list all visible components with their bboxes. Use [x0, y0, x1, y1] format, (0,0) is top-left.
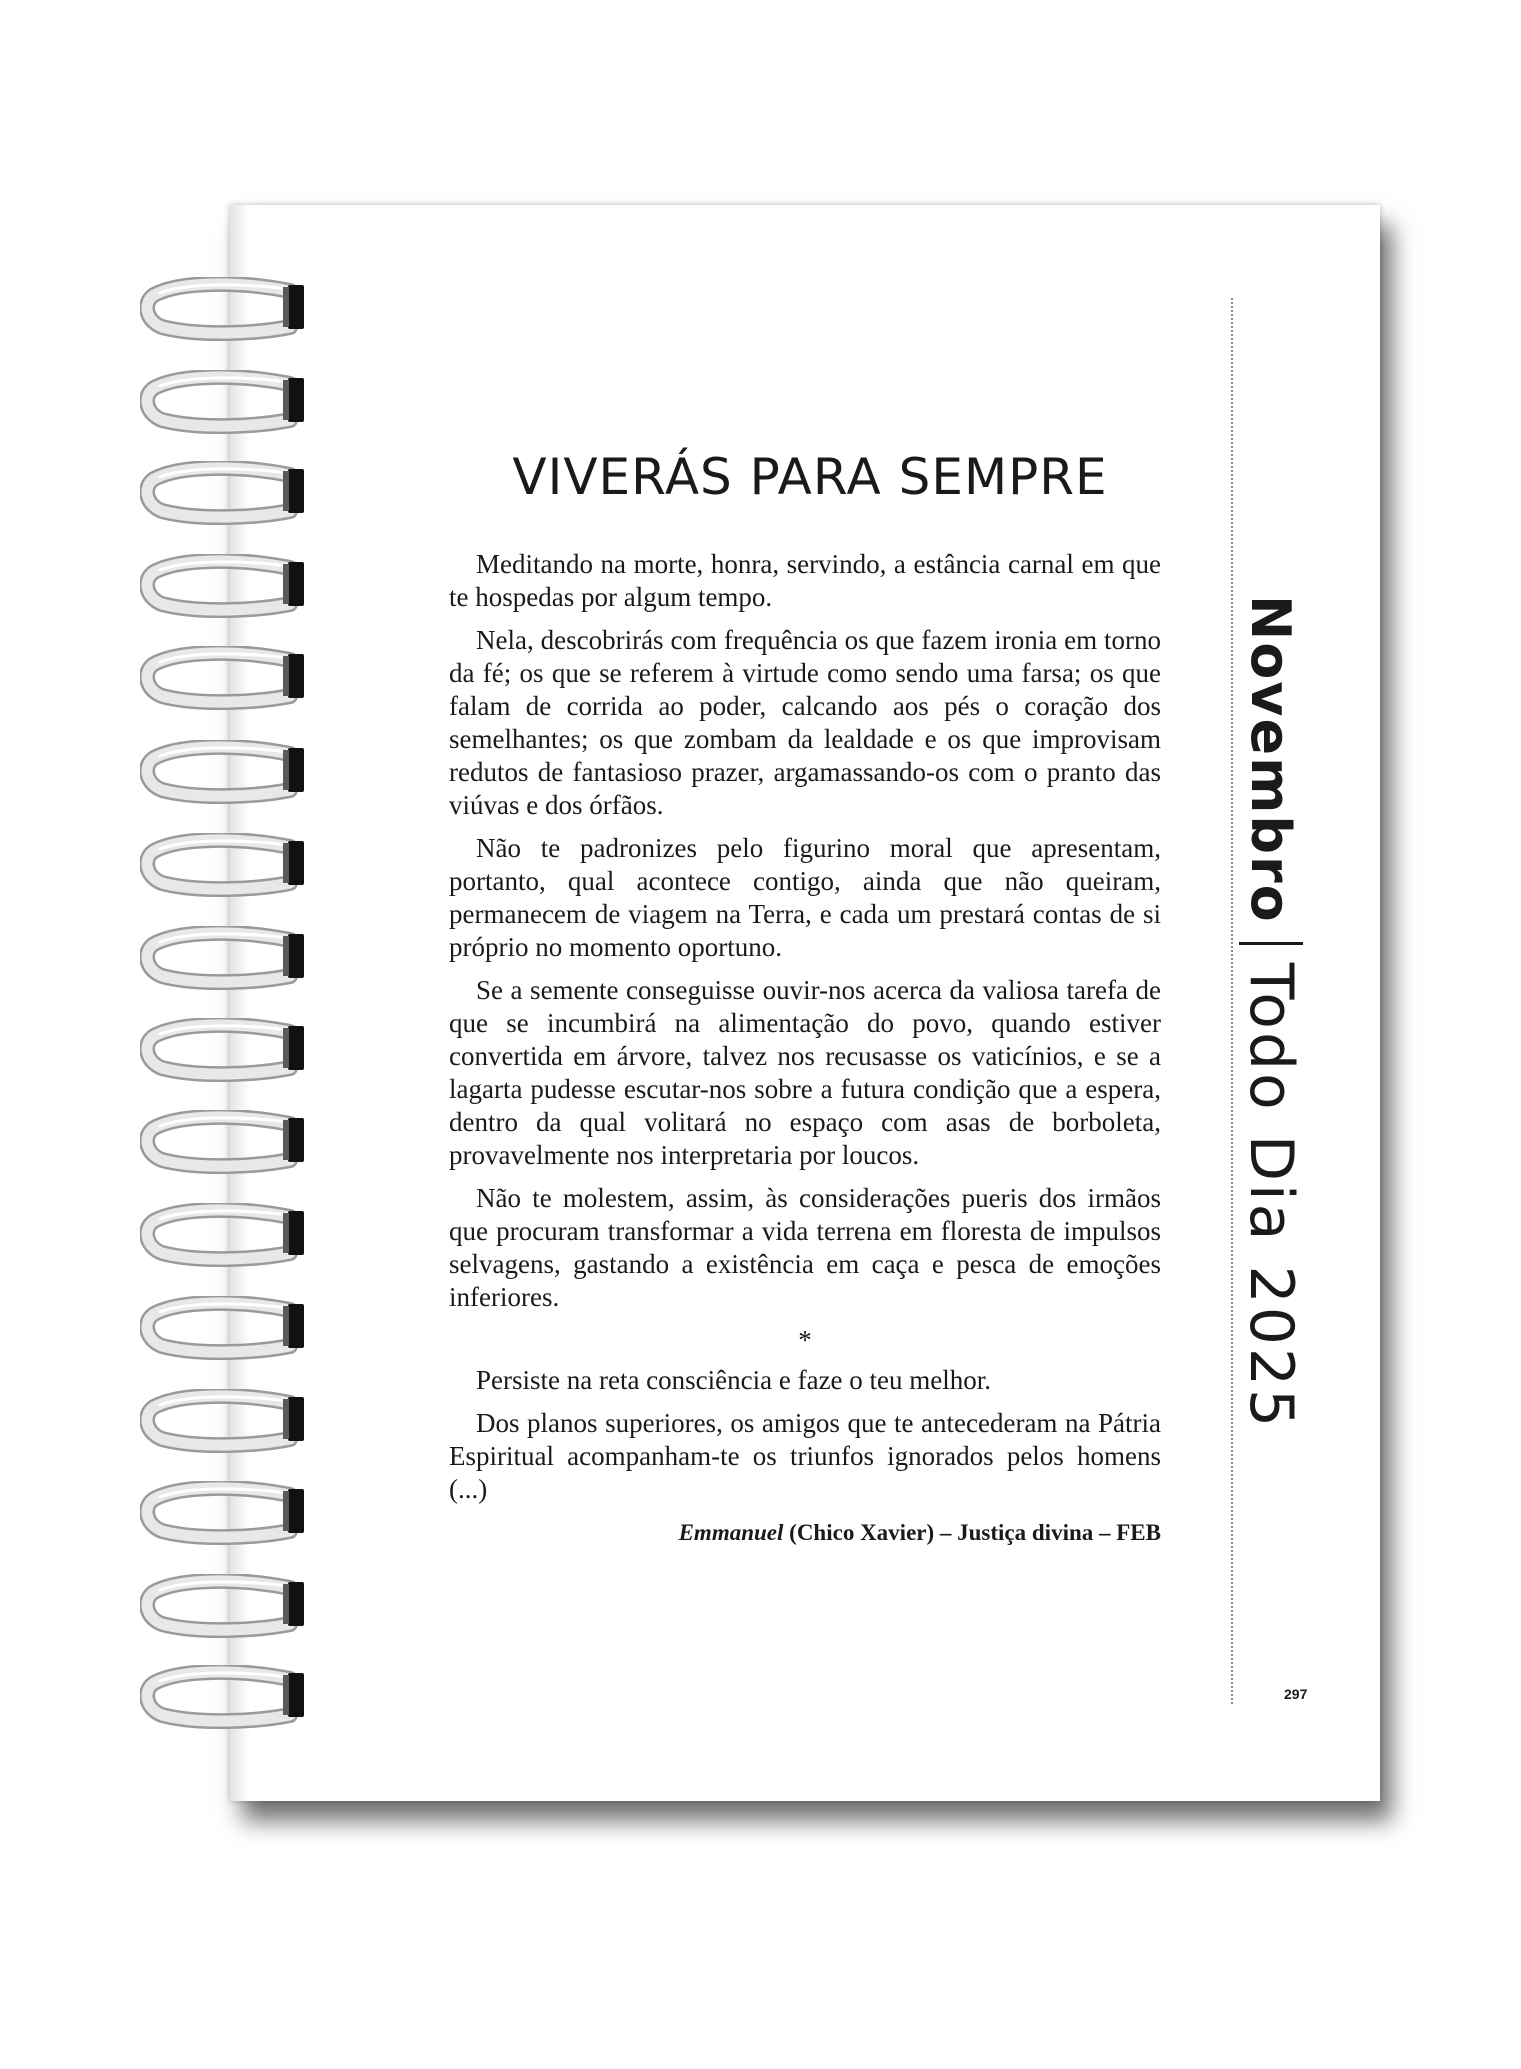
binding-ring [140, 370, 308, 434]
binding-ring [140, 646, 308, 710]
closing-paragraph-2: Dos planos superiores, os amigos que te antecederam na Pátria Espiritual acompanham-te os triunfos ignorados pelos homens (...) [449, 1408, 1161, 1504]
reading-text [449, 548, 1161, 1549]
binding-ring [140, 1574, 308, 1638]
closing-paragraph-1: Persiste na reta consciência e faze o teu melhor. [476, 1365, 992, 1395]
attribution-author: Emmanuel [678, 1520, 784, 1545]
header-separator [1239, 942, 1303, 945]
binding-ring [140, 833, 308, 897]
binding-ring [140, 1203, 308, 1267]
paragraph-1: Meditando na morte, honra, servindo, a estância carnal em que te hospedas por algum tempo. [449, 549, 1161, 612]
binding-ring [140, 1481, 308, 1545]
binding-ring [140, 1296, 308, 1360]
attribution [449, 1516, 1161, 1549]
vertical-header [1236, 595, 1306, 1430]
binding-ring [140, 461, 308, 525]
page-number: 297 [1284, 1686, 1308, 1702]
page-title: VIVERÁS PARA SEMPRE [512, 448, 1108, 506]
month-label: Novembro [1239, 595, 1303, 924]
binding-ring [140, 740, 308, 804]
binding-ring [140, 1389, 308, 1453]
page-binding-edge [230, 205, 250, 1801]
paragraph-5: Não te molestem, assim, às considerações pueris dos irmãos que procuram transformar a vida terrena em floresta de impulsos selvagens, gastando a existência em caça e pesca de emoções inferiores. [449, 1183, 1161, 1312]
binding-ring [140, 926, 308, 990]
binding-ring [140, 1110, 308, 1174]
dotted-divider [1231, 298, 1233, 1704]
attribution-source: (Chico Xavier) – Justiça divina – FEB [783, 1520, 1161, 1545]
binding-ring [140, 277, 308, 341]
binding-ring [140, 554, 308, 618]
publication-label: Todo Dia 2025 [1236, 962, 1306, 1431]
paragraph-3: Não te padronizes pelo figurino moral que apresentam, portanto, qual acontece contigo, ainda que não queiram, permanecem de viagem na Terra, e cada um prestará contas de si próprio no momento oportuno. [449, 833, 1161, 962]
binding-ring [140, 1018, 308, 1082]
section-separator: * [798, 1325, 812, 1355]
paragraph-4: Se a semente conseguisse ouvir-nos acerca da valiosa tarefa de que se incumbirá na alimentação do povo, quando estiver convertida em árvore, talvez nos recusasse os vaticínios, e se a lagarta pudesse escutar-nos sobre a futura condição que a espera, dentro da qual volitará no espaço com asas de borboleta, provavelmente nos interpretaria por loucos. [449, 975, 1161, 1170]
binding-ring [140, 1665, 308, 1729]
paragraph-2: Nela, descobrirás com frequência os que fazem ironia em torno da fé; os que se referem à virtude como sendo uma farsa; os que falam de corrida ao poder, calcando aos pés o coração dos semelhantes; os que zombam da lealdade e os que improvisam redutos de fantasioso prazer, argamassando-os com o pranto das viúvas e dos órfãos. [449, 625, 1161, 820]
